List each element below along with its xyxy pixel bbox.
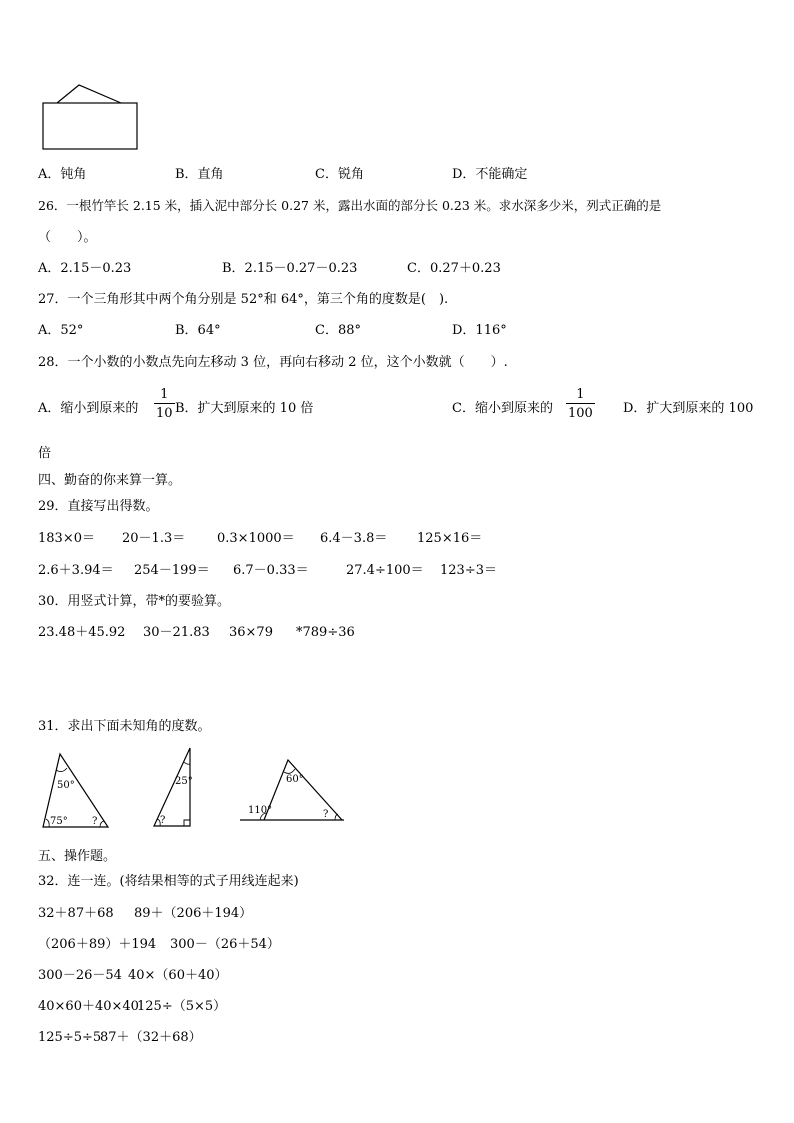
section-4-heading: 四、勤奋的你来算一算。 — [38, 473, 182, 488]
angle-label: ? — [323, 809, 329, 820]
q29-expression: 125×16＝ — [417, 531, 483, 546]
q29-expression: 6.4－3.8＝ — [320, 531, 388, 546]
triangle-figure-1 — [40, 752, 115, 832]
figure-roof — [57, 85, 121, 103]
angle-label: ? — [160, 815, 166, 826]
q29-expression: 6.7－0.33＝ — [233, 563, 309, 578]
q32-left-expression[interactable]: 40×60＋40×40 — [38, 999, 139, 1014]
section-5-heading: 五、操作题。 — [38, 849, 117, 864]
angle-label: ? — [92, 816, 98, 827]
q25-figure — [42, 82, 140, 152]
q25-option-b[interactable]: B．直角 — [175, 167, 224, 182]
q32-right-expression[interactable]: 40×（60＋40） — [128, 968, 228, 983]
q31-stem: 31．求出下面未知角的度数。 — [38, 719, 211, 734]
q28-fraction-a — [154, 388, 175, 420]
q32-left-expression[interactable]: 125÷5÷5 — [38, 1030, 102, 1045]
q26-answer-blank: （ ）。 — [38, 230, 97, 245]
q26-option-b[interactable]: B．2.15－0.27－0.23 — [222, 261, 358, 276]
q32-left-expression[interactable]: 32＋87＋68 — [38, 906, 114, 921]
q30-stem: 30．用竖式计算，带*的要验算。 — [38, 594, 231, 609]
q26-stem: 26．一根竹竿长 2.15 米，插入泥中部分长 0.27 米，露出水面的部分长 0.23 米。求水深多少米，列式正确的是 — [38, 198, 662, 213]
fraction-numerator: 1 — [576, 387, 585, 402]
figure-rectangle — [43, 103, 137, 149]
q28-option-b[interactable]: B．扩大到原来的 10 倍 — [175, 401, 314, 416]
q28-option-d-continued: 倍 — [38, 446, 52, 461]
q28-fraction-c — [566, 388, 595, 420]
q30-expression: *789÷36 — [296, 625, 355, 640]
q29-expression: 254－199＝ — [134, 563, 210, 578]
q26-option-a[interactable]: A．2.15－0.23 — [38, 261, 132, 276]
angle-label: 25° — [175, 776, 193, 787]
q28-stem: 28．一个小数的小数点先向左移动 3 位，再向右移动 2 位，这个小数就（ ）. — [38, 355, 508, 370]
angle-label: 75° — [50, 816, 68, 827]
q32-right-expression[interactable]: 87＋（32＋68） — [100, 1030, 202, 1045]
q29-expression: 0.3×1000＝ — [217, 531, 295, 546]
q28-option-c[interactable]: C．缩小到原来的 — [452, 401, 553, 416]
q28-option-a[interactable]: A．缩小到原来的 — [38, 401, 139, 416]
angle-label: 50° — [57, 780, 75, 791]
q29-expression: 27.4÷100＝ — [346, 563, 424, 578]
q25-option-d[interactable]: D．不能确定 — [452, 167, 528, 182]
q30-expression: 23.48＋45.92 — [38, 625, 126, 640]
q27-option-d[interactable]: D．116° — [452, 323, 507, 338]
q29-stem: 29．直接写出得数。 — [38, 499, 159, 514]
q30-expression: 36×79 — [229, 625, 273, 640]
q32-left-expression[interactable]: 300－26－54 — [38, 968, 122, 983]
q29-expression: 20－1.3＝ — [122, 531, 186, 546]
q29-expression: 123÷3＝ — [440, 563, 497, 578]
triangle-figure-3 — [238, 758, 348, 826]
fraction-numerator: 1 — [160, 387, 169, 402]
triangle-figure-2 — [150, 746, 200, 831]
q29-expression: 2.6＋3.94＝ — [38, 563, 114, 578]
fraction-denominator: 100 — [566, 403, 595, 420]
q32-stem: 32．连一连。(将结果相等的式子用线连起来) — [38, 874, 299, 889]
q29-expression: 183×0＝ — [38, 531, 95, 546]
q25-option-c[interactable]: C．锐角 — [315, 167, 364, 182]
q32-right-expression[interactable]: 300－（26＋54） — [170, 937, 280, 952]
angle-label: 110° — [248, 805, 273, 816]
q26-option-c[interactable]: C．0.27＋0.23 — [407, 261, 501, 276]
q32-right-expression[interactable]: 89＋（206＋194） — [134, 906, 253, 921]
q27-option-a[interactable]: A．52° — [38, 323, 84, 338]
q28-option-d[interactable]: D．扩大到原来的 100 — [623, 401, 754, 416]
q27-option-b[interactable]: B．64° — [175, 323, 221, 338]
q27-option-c[interactable]: C．88° — [315, 323, 361, 338]
q32-left-expression[interactable]: （206＋89）＋194 — [38, 937, 157, 952]
angle-label: 60° — [286, 774, 304, 785]
q25-option-a[interactable]: A．钝角 — [38, 167, 87, 182]
q32-right-expression[interactable]: 125÷（5×5） — [137, 999, 227, 1014]
fraction-denominator: 10 — [154, 403, 175, 420]
q27-stem: 27．一个三角形其中两个角分别是 52°和 64°，第三个角的度数是( ). — [38, 292, 449, 307]
q30-expression: 30－21.83 — [143, 625, 210, 640]
